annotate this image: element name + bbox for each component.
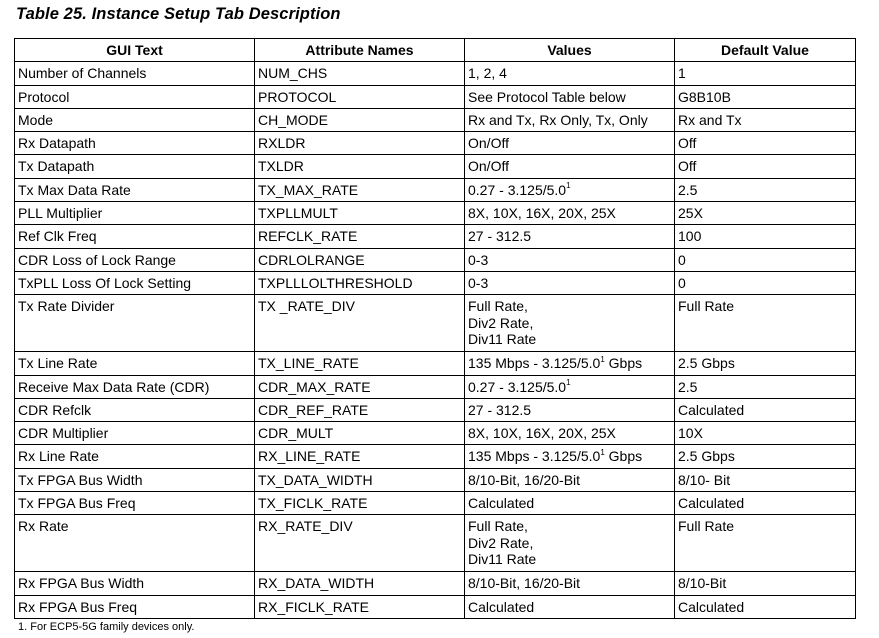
cell-attribute-name (255, 492, 465, 515)
cell-gui-text-text: Rx FPGA Bus Width (18, 575, 145, 592)
cell-attribute-name (255, 85, 465, 108)
cell-attribute-name (255, 108, 465, 131)
cell-default-value-text: 8/10- Bit (678, 471, 731, 488)
cell-default-value (675, 352, 856, 375)
table-row (15, 492, 856, 515)
cell-default-value-text: Rx and Tx (678, 111, 742, 128)
cell-gui-text (15, 178, 255, 201)
cell-values-text: 0-3 (468, 274, 489, 291)
cell-attribute-name-text: CDR_REF_RATE (258, 401, 369, 418)
cell-gui-text (15, 85, 255, 108)
table-row (15, 202, 856, 225)
table-row (15, 445, 856, 468)
cell-gui-text (15, 295, 255, 352)
cell-values-text: Calculated (468, 598, 535, 615)
cell-attribute-name-text: TX_DATA_WIDTH (258, 471, 373, 488)
cell-attribute-name (255, 375, 465, 398)
cell-default-value-text: Calculated (678, 495, 745, 512)
cell-attribute-name-text: CDRLOLRANGE (258, 251, 365, 268)
cell-values (465, 515, 675, 572)
cell-default-value (675, 492, 856, 515)
cell-values (465, 178, 675, 201)
cell-default-value-text: Calculated (678, 598, 745, 615)
cell-attribute-name-text: RX_RATE_DIV (258, 518, 353, 535)
footnote-marker: 1 (566, 181, 571, 191)
cell-gui-text (15, 572, 255, 595)
cell-attribute-name (255, 271, 465, 294)
table-caption: Table 25. Instance Setup Tab Description (16, 5, 341, 23)
cell-attribute-name (255, 178, 465, 201)
cell-gui-text (15, 468, 255, 491)
table-row (15, 595, 856, 618)
table-body (15, 62, 856, 619)
table-header-row (15, 39, 856, 62)
cell-values-text: 27 - 312.5 (468, 401, 532, 418)
instance-setup-table (14, 38, 856, 619)
table-row (15, 62, 856, 85)
cell-default-value-text: Full Rate (678, 298, 735, 315)
footnote-marker: 1 (600, 354, 605, 364)
cell-default-value (675, 572, 856, 595)
cell-gui-text (15, 398, 255, 421)
cell-attribute-name (255, 132, 465, 155)
cell-attribute-name (255, 445, 465, 468)
cell-default-value-text: 8/10-Bit (678, 575, 727, 592)
cell-values (465, 595, 675, 618)
cell-values-text: On/Off (468, 135, 509, 152)
cell-default-value (675, 225, 856, 248)
cell-attribute-name-text: TX _RATE_DIV (258, 298, 355, 315)
cell-default-value (675, 155, 856, 178)
cell-default-value-text: 0 (678, 274, 686, 291)
cell-attribute-name (255, 62, 465, 85)
table-row (15, 515, 856, 572)
cell-default-value-text: 100 (678, 228, 702, 245)
cell-gui-text (15, 155, 255, 178)
cell-values (465, 295, 675, 352)
cell-gui-text (15, 492, 255, 515)
cell-values-text: 0.27 - 3.125/5.0 (468, 181, 567, 198)
cell-default-value-text: 2.5 (678, 181, 698, 198)
cell-values (465, 352, 675, 375)
header-default-value: Default Value (675, 39, 856, 62)
cell-default-value-text: 2.5 Gbps (678, 355, 735, 372)
cell-default-value (675, 445, 856, 468)
table-row (15, 248, 856, 271)
cell-gui-text-text: TxPLL Loss Of Lock Setting (18, 274, 192, 291)
cell-attribute-name (255, 352, 465, 375)
cell-values-text: 0.27 - 3.125/5.0 (468, 378, 567, 395)
header-attribute-names: Attribute Names (255, 39, 465, 62)
cell-values (465, 85, 675, 108)
cell-default-value-text: 10X (678, 425, 703, 442)
cell-attribute-name (255, 422, 465, 445)
cell-values-text: Full Rate, Div2 Rate, Div11 Rate (468, 298, 537, 348)
cell-values-text: 8X, 10X, 16X, 20X, 25X (468, 205, 616, 222)
cell-default-value (675, 132, 856, 155)
cell-gui-text-text: Rx Rate (18, 518, 69, 535)
cell-attribute-name-text: TXPLLLOLTHRESHOLD (258, 274, 413, 291)
cell-default-value (675, 422, 856, 445)
cell-attribute-name-text: TXLDR (258, 158, 304, 175)
cell-gui-text-text: Tx Rate Divider (18, 298, 115, 315)
cell-values (465, 202, 675, 225)
cell-attribute-name-text: TX_LINE_RATE (258, 355, 359, 372)
cell-default-value (675, 202, 856, 225)
cell-default-value (675, 62, 856, 85)
cell-gui-text (15, 515, 255, 572)
cell-default-value-text: 1 (678, 65, 686, 82)
table-row (15, 178, 856, 201)
table-row (15, 468, 856, 491)
cell-values-text: See Protocol Table below (468, 88, 626, 105)
cell-gui-text-text: Protocol (18, 88, 70, 105)
cell-values (465, 422, 675, 445)
footnote-marker: 1 (600, 447, 605, 457)
cell-gui-text-text: Receive Max Data Rate (CDR) (18, 378, 210, 395)
cell-values (465, 492, 675, 515)
cell-attribute-name (255, 225, 465, 248)
cell-values (465, 271, 675, 294)
cell-gui-text (15, 271, 255, 294)
cell-default-value-text: Off (678, 135, 697, 152)
cell-default-value-text: Off (678, 158, 697, 175)
cell-attribute-name-text: TXPLLMULT (258, 205, 338, 222)
cell-attribute-name (255, 295, 465, 352)
cell-default-value-text: 0 (678, 251, 686, 268)
values-unit: Gbps (604, 355, 643, 372)
cell-attribute-name (255, 515, 465, 572)
cell-attribute-name-text: RX_LINE_RATE (258, 448, 361, 465)
cell-values (465, 248, 675, 271)
cell-default-value-text: 2.5 (678, 378, 698, 395)
cell-default-value-text: Calculated (678, 401, 745, 418)
cell-values-text: 135 Mbps - 3.125/5.0 (468, 355, 601, 372)
table-row (15, 132, 856, 155)
cell-default-value (675, 85, 856, 108)
cell-gui-text-text: Number of Channels (18, 65, 147, 82)
cell-gui-text-text: CDR Multiplier (18, 425, 109, 442)
cell-gui-text (15, 132, 255, 155)
cell-default-value-text: G8B10B (678, 88, 731, 105)
cell-gui-text (15, 108, 255, 131)
cell-gui-text-text: Tx Datapath (18, 158, 95, 175)
table-row (15, 352, 856, 375)
table-row (15, 155, 856, 178)
cell-gui-text-text: PLL Multiplier (18, 205, 103, 222)
cell-gui-text-text: Rx Line Rate (18, 448, 99, 465)
cell-values (465, 398, 675, 421)
table-row (15, 295, 856, 352)
cell-default-value (675, 248, 856, 271)
cell-gui-text (15, 445, 255, 468)
cell-default-value (675, 398, 856, 421)
cell-values-text: 27 - 312.5 (468, 228, 532, 245)
cell-values-text: Calculated (468, 495, 535, 512)
cell-attribute-name-text: TX_MAX_RATE (258, 181, 359, 198)
cell-default-value (675, 108, 856, 131)
cell-default-value (675, 271, 856, 294)
header-values: Values (465, 39, 675, 62)
cell-attribute-name (255, 155, 465, 178)
cell-values (465, 108, 675, 131)
values-unit: Gbps (604, 448, 643, 465)
cell-gui-text-text: CDR Loss of Lock Range (18, 251, 176, 268)
cell-default-value (675, 375, 856, 398)
cell-gui-text-text: Mode (18, 111, 54, 128)
cell-attribute-name-text: NUM_CHS (258, 65, 328, 82)
cell-attribute-name-text: PROTOCOL (258, 88, 337, 105)
cell-attribute-name (255, 595, 465, 618)
cell-attribute-name-text: RXLDR (258, 135, 306, 152)
cell-attribute-name-text: TX_FICLK_RATE (258, 495, 368, 512)
cell-attribute-name-text: CDR_MAX_RATE (258, 378, 371, 395)
cell-gui-text-text: CDR Refclk (18, 401, 92, 418)
cell-gui-text (15, 248, 255, 271)
table-row (15, 375, 856, 398)
table-row (15, 108, 856, 131)
cell-default-value (675, 468, 856, 491)
header-gui-text: GUI Text (15, 39, 255, 62)
cell-values-text: 0-3 (468, 251, 489, 268)
cell-values-text: Rx and Tx, Rx Only, Tx, Only (468, 111, 648, 128)
cell-gui-text-text: Rx FPGA Bus Freq (18, 598, 138, 615)
cell-attribute-name-text: RX_DATA_WIDTH (258, 575, 375, 592)
table-row (15, 422, 856, 445)
footnote-marker: 1 (566, 377, 571, 387)
cell-default-value-text: 25X (678, 205, 703, 222)
cell-attribute-name-text: CDR_MULT (258, 425, 334, 442)
cell-gui-text (15, 595, 255, 618)
table-row (15, 225, 856, 248)
cell-values (465, 225, 675, 248)
cell-gui-text-text: Rx Datapath (18, 135, 96, 152)
cell-default-value (675, 178, 856, 201)
cell-values-text: 8X, 10X, 16X, 20X, 25X (468, 425, 616, 442)
cell-attribute-name-text: CH_MODE (258, 111, 329, 128)
cell-values-text: On/Off (468, 158, 509, 175)
table-row (15, 271, 856, 294)
cell-values-text: 8/10-Bit, 16/20-Bit (468, 471, 581, 488)
cell-gui-text-text: Tx FPGA Bus Width (18, 471, 143, 488)
table-row (15, 572, 856, 595)
cell-values (465, 62, 675, 85)
cell-default-value (675, 515, 856, 572)
table-row (15, 398, 856, 421)
cell-gui-text (15, 352, 255, 375)
cell-default-value (675, 595, 856, 618)
cell-values (465, 155, 675, 178)
cell-values-text: Full Rate, Div2 Rate, Div11 Rate (468, 518, 537, 568)
cell-attribute-name (255, 398, 465, 421)
cell-values-text: 135 Mbps - 3.125/5.0 (468, 448, 601, 465)
cell-gui-text (15, 375, 255, 398)
cell-attribute-name (255, 248, 465, 271)
cell-gui-text (15, 62, 255, 85)
cell-values-text: 8/10-Bit, 16/20-Bit (468, 575, 581, 592)
cell-default-value-text: 2.5 Gbps (678, 448, 735, 465)
cell-values (465, 445, 675, 468)
footnote: 1. For ECP5-5G family devices only. (18, 621, 195, 633)
cell-default-value (675, 295, 856, 352)
cell-gui-text (15, 225, 255, 248)
cell-gui-text (15, 202, 255, 225)
cell-values (465, 375, 675, 398)
cell-values-text: 1, 2, 4 (468, 65, 507, 82)
cell-attribute-name (255, 468, 465, 491)
cell-gui-text (15, 422, 255, 445)
cell-gui-text-text: Tx Max Data Rate (18, 181, 131, 198)
cell-default-value-text: Full Rate (678, 518, 735, 535)
cell-attribute-name (255, 572, 465, 595)
cell-attribute-name (255, 202, 465, 225)
cell-gui-text-text: Ref Clk Freq (18, 228, 97, 245)
cell-gui-text-text: Tx FPGA Bus Freq (18, 495, 136, 512)
cell-values (465, 572, 675, 595)
cell-values (465, 132, 675, 155)
cell-attribute-name-text: REFCLK_RATE (258, 228, 358, 245)
cell-attribute-name-text: RX_FICLK_RATE (258, 598, 369, 615)
cell-gui-text-text: Tx Line Rate (18, 355, 98, 372)
cell-values (465, 468, 675, 491)
table-row (15, 85, 856, 108)
